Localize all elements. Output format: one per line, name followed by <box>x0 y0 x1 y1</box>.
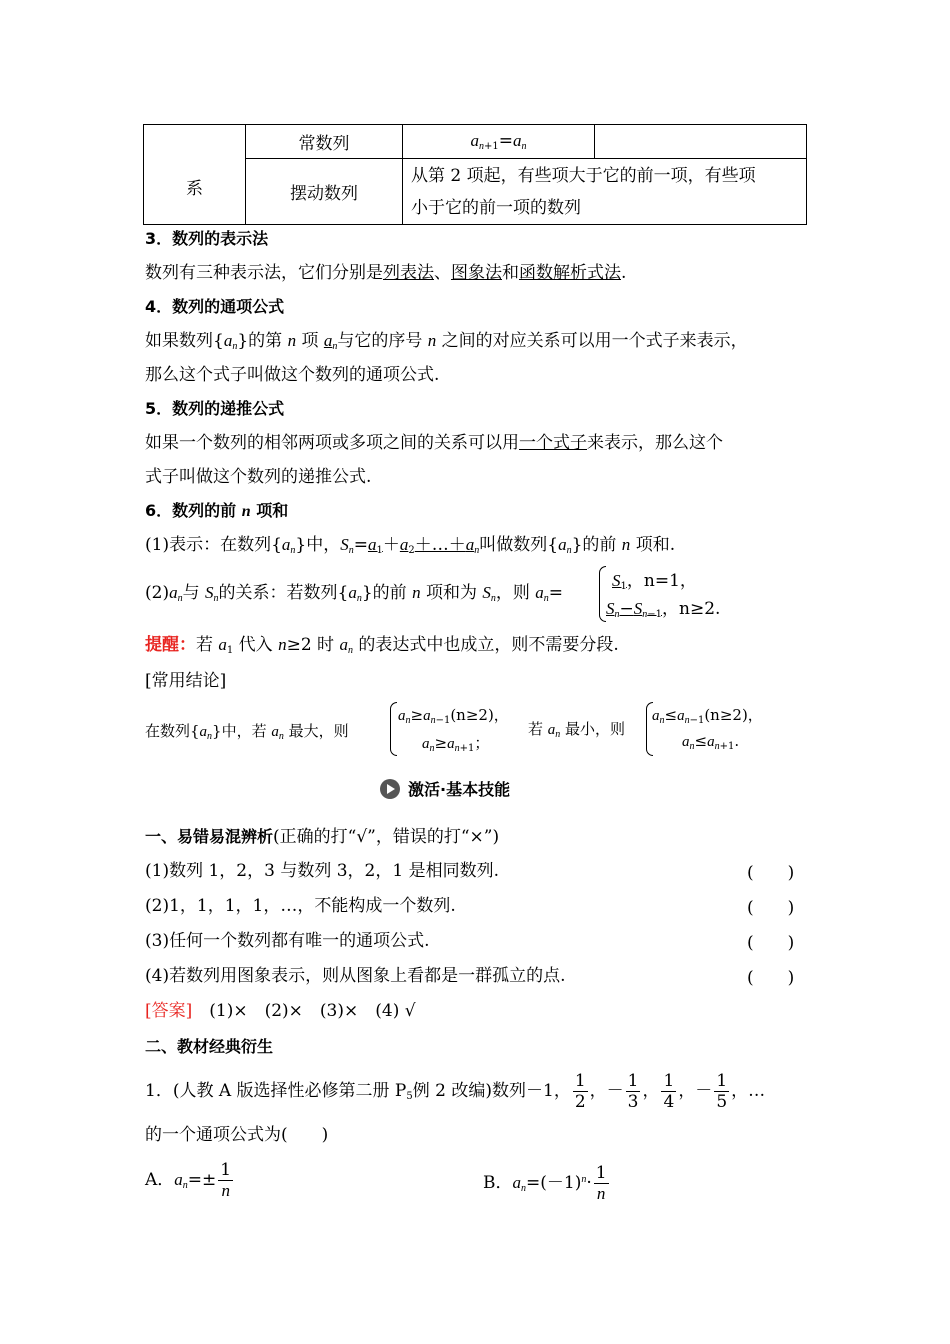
part-2-title: 二、教材经典衍生 <box>145 1037 274 1056</box>
answer-label: [答案] <box>145 1001 193 1021</box>
section-4-line1: 如果数列$\{a_n\}$的第 n 项 $a_n$与它的序号 n 之间的对应关系可以用一个式子来表示， <box>145 331 748 352</box>
classification-table <box>143 124 807 225</box>
table-category-label: 系 <box>186 179 203 199</box>
section-3-text: 数列有三种表示法，它们分别是列表法、图象法和函数解析式法. <box>145 263 627 283</box>
section-header-title: 激活·基本技能 <box>408 780 511 799</box>
section-4-title: 4．数列的通项公式 <box>145 297 285 316</box>
oscillating-sequence-label: 摆动数列 <box>290 184 358 204</box>
conclusion-min-text: 若 $a_n$ 最小，则 <box>528 720 626 740</box>
question-1-line1: 1．(人教 A 版选择性必修第二册 $P_5$例 2 改编)数列－1， $\frac{1}{2}$ ，－ $\frac{1}{3}$ ， $\frac{1}{4}$ ，－ $\frac{1}{5}$ ，… <box>145 1071 766 1112</box>
judge-item-3: (3)任何一个数列都有唯一的通项公式. <box>145 931 430 951</box>
table-cell-oscillating-seq <box>246 159 403 225</box>
oscillating-desc-line2: 小于它的前一项的数列 <box>411 197 581 218</box>
judge-item-2: (2)1，1，1，1，…，不能构成一个数列. <box>145 896 456 916</box>
table-cell-constant-formula: $a_{n+1}=a_n$ <box>403 125 595 159</box>
one-formula: 一个式子 <box>519 433 587 453</box>
answer-line <box>145 998 416 1024</box>
tip-line: 提醒：若 $a_1$ 代入 n≥2 时 $a_n$ 的表达式中也成立，则不需要分段. <box>145 635 619 656</box>
tip-label: 提醒： <box>145 635 196 655</box>
method-table: 列表法 <box>383 263 434 283</box>
option-a[interactable]: A．$a_n=\pm$ $\frac{1}{n}$ <box>145 1160 232 1200</box>
answer-paren-1[interactable]: ( ) <box>747 863 795 883</box>
table-cell-constant-seq <box>246 125 403 159</box>
section-5-line1: 如果一个数列的相邻两项或多项之间的关系可以用一个式子来表示，那么这个 <box>145 433 723 453</box>
section-3-title: 3．数列的表示法 <box>145 229 269 248</box>
answer-text: (1)× (2)× (3)× (4) √ <box>209 1001 416 1021</box>
section-6-p1: (1)表示：在数列$\{a_n\}$中，$S_n=a_1+a_2+\dots+a_n$叫做数列$\{a_n\}$的前 n 项和. <box>145 535 676 556</box>
answer-paren-2[interactable]: ( ) <box>747 898 795 918</box>
judge-item-4: (4)若数列用图象表示，则从图象上看都是一群孤立的点. <box>145 966 566 986</box>
section-6-title: 6．数列的前 n 项和 <box>145 501 289 520</box>
table-cell-empty <box>595 125 807 159</box>
option-b[interactable]: B．$a_n=(-1)^n\cdot$ $\frac{1}{n}$ <box>483 1163 607 1203</box>
conclusion-title: [常用结论] <box>145 671 227 691</box>
section-6-p2: $(2)a_n$与 $S_n$的关系：若数列$\{a_n\}$的前 n 项和为 $S_n$，则 $a_n=$ <box>145 583 564 604</box>
piecewise-brace <box>599 566 606 622</box>
max-cond-1: $a_n\ge a_{n-1}(n\ge 2)$， <box>398 706 509 726</box>
section-4-line2: 那么这个式子叫做这个数列的通项公式. <box>145 365 440 385</box>
case-1: $S_1$，n=1， <box>612 571 697 592</box>
max-brace <box>390 702 397 756</box>
section-5-line2: 式子叫做这个数列的递推公式. <box>145 467 372 487</box>
method-formula: 函数解析式法 <box>519 263 621 283</box>
answer-paren-4[interactable]: ( ) <box>747 968 795 988</box>
constant-sequence-label: 常数列 <box>298 134 350 154</box>
conclusion-text: 在数列$\{a_n\}$中，若 $a_n$ 最大，则 <box>145 722 349 742</box>
min-cond-1: $a_n\le a_{n-1}(n\ge 2)$， <box>652 706 763 726</box>
section-5-title: 5．数列的递推公式 <box>145 399 285 418</box>
case-2: $S_n-S_{n-1}$，n≥2. <box>606 599 721 620</box>
min-cond-2: $a_n\le a_{n+1}$. <box>682 732 740 752</box>
section-header <box>380 777 510 800</box>
table-cell-category <box>144 125 246 225</box>
oscillating-desc-line1: 从第 2 项起，有些项大于它的前一项，有些项 <box>411 165 756 186</box>
table-cell-oscillating-desc <box>403 159 807 225</box>
answer-paren-3[interactable]: ( ) <box>747 933 795 953</box>
part-1-title: 一、易错易混辨析(正确的打“√”，错误的打“×”) <box>145 827 500 847</box>
question-1-line2: 的一个通项公式为( ) <box>145 1125 329 1145</box>
method-graph: 图象法 <box>451 263 502 283</box>
judge-item-1: (1)数列 1，2，3 与数列 3，2，1 是相同数列. <box>145 861 499 881</box>
play-circle-icon <box>380 779 400 799</box>
max-cond-2: $a_n\ge a_{n+1}$； <box>422 734 490 754</box>
